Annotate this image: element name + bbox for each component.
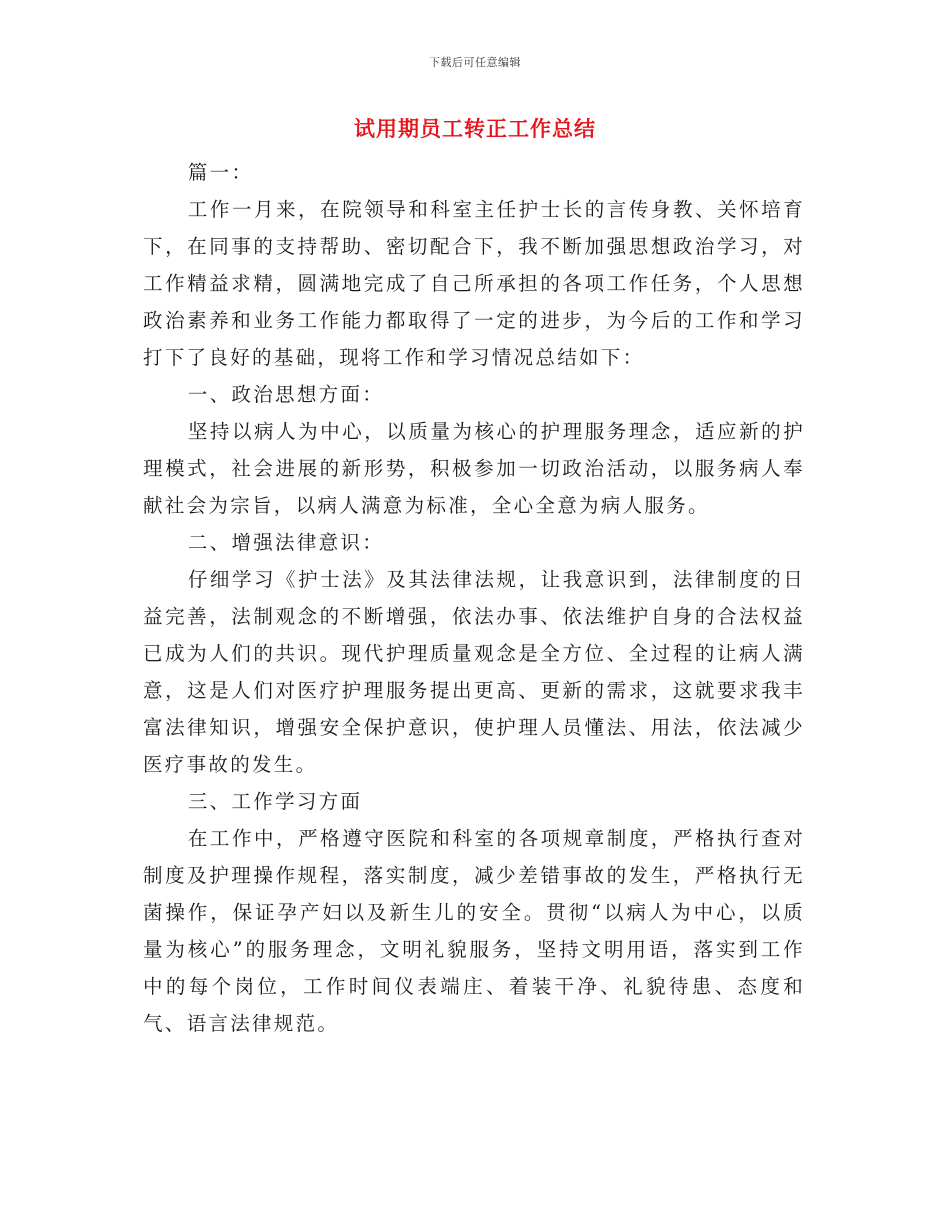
paragraph-chapter-label: 篇一： <box>187 161 254 184</box>
section-heading-politics: 一、政治思想方面： <box>187 383 385 406</box>
paragraph-intro: 工作一月来，在院领导和科室主任护士长的言传身教、关怀培育下，在同事的支持帮助、密切配合下，我不断加强思想政治学习，对工作精益求精，圆满地完成了自己所承担的各项工作任务，个人思想政治素养和业务工作能力都取得了一定的进步，为今后的工作和学习打下了良好的基础，现将工作和学习情况总结如下： <box>143 198 805 369</box>
document-title: 试用期员工转正工作总结 <box>354 116 596 141</box>
header-note: 下载后可任意编辑 <box>429 56 521 69</box>
section-heading-law: 二、增强法律意识： <box>187 531 385 554</box>
paragraph-law: 仔细学习《护士法》及其法律法规，让我意识到，法律制度的日益完善，法制观念的不断增强，依法办事、依法维护自身的合法权益已成为人们的共识。现代护理质量观念是全方位、全过程的让病人满意，这是人们对医疗护理服务提出更高、更新的需求，这就要求我丰富法律知识，增强安全保护意识，使护理人员懂法、用法，依法减少医疗事故的发生。 <box>143 568 805 776</box>
paragraph-politics: 坚持以病人为中心，以质量为核心的护理服务理念，适应新的护理模式，社会进展的新形势，积极参加一切政治活动，以服务病人奉献社会为宗旨，以病人满意为标准，全心全意为病人服务。 <box>143 420 805 517</box>
paragraph-work-study: 在工作中，严格遵守医院和科室的各项规章制度，严格执行查对制度及护理操作规程，落实制度，减少差错事故的发生，严格执行无菌操作，保证孕产妇以及新生儿的安全。贯彻“以病人为中心，以质量为核心”的服务理念，文明礼貌服务，坚持文明用语，落实到工作中的每个岗位，工作时间仪表端庄、着装干净、礼貌待患、态度和气、语言法律规范。 <box>143 827 805 1035</box>
section-heading-work-study: 三、工作学习方面 <box>187 790 363 813</box>
document-body <box>143 154 805 1042</box>
